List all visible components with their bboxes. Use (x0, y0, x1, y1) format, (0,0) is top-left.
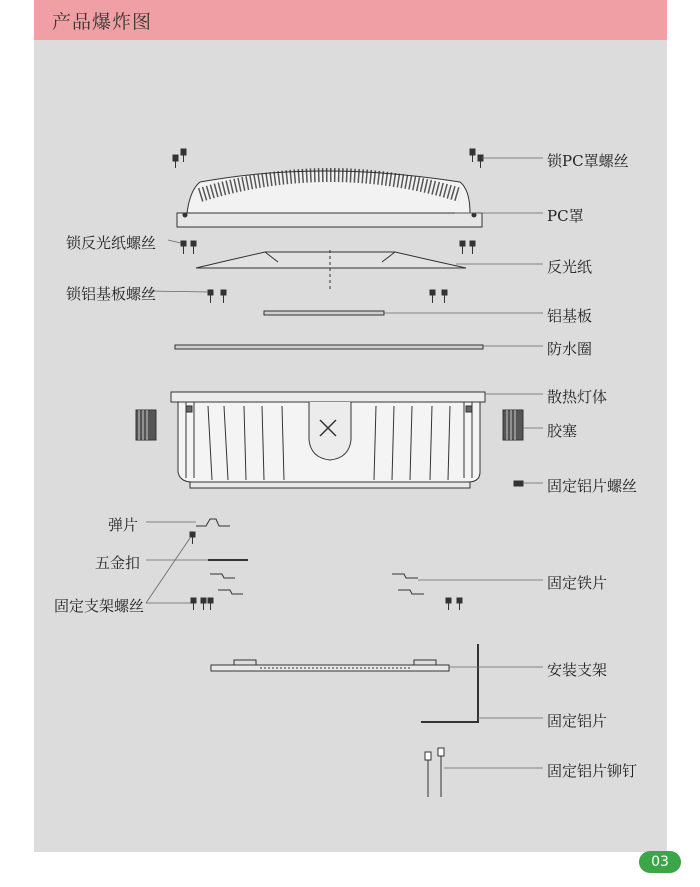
aluminum-board (264, 311, 384, 315)
label-heatsink-body: 散热灯体 (547, 388, 608, 406)
page-title: 产品爆炸图 (52, 11, 153, 33)
label-reflector: 反光纸 (547, 258, 593, 276)
pc-cover-screws (173, 149, 483, 168)
label-waterproof-ring: 防水圈 (547, 340, 593, 358)
label-spring-clip: 弹片 (108, 516, 139, 534)
iron-plates-left (210, 574, 243, 594)
aluminum-rivets (425, 748, 444, 797)
label-aluminum-board: 铝基板 (547, 307, 593, 325)
pc-cover (177, 171, 482, 227)
bracket-screws-left (190, 532, 213, 610)
label-aluminum-rivets: 固定铝片铆钉 (547, 762, 638, 780)
label-pc-cover: PC罩 (547, 207, 584, 225)
label-aluminum-board-screws: 锁铝基板螺丝 (66, 285, 157, 303)
aluminum-plate-screw (514, 481, 523, 486)
label-bracket-screws: 固定支架螺丝 (54, 597, 145, 615)
label-iron-plate: 固定铁片 (547, 574, 608, 592)
label-pc-cover-screws: 锁PC罩螺丝 (547, 152, 629, 170)
label-mounting-bracket: 安装支架 (547, 661, 608, 679)
label-rubber-plug: 胶塞 (547, 422, 578, 440)
bracket-screws-right (446, 598, 462, 610)
page-number-badge: 03 (639, 851, 681, 873)
label-reflector-screws: 锁反光纸螺丝 (66, 234, 157, 252)
iron-plates-right (392, 574, 424, 594)
l-aluminum-plate (421, 644, 478, 722)
label-hardware-buckle: 五金扣 (95, 554, 141, 572)
aluminum-board-screws (208, 290, 447, 303)
mounting-bracket (211, 660, 449, 671)
reflector (196, 250, 466, 290)
label-aluminum-plate: 固定铝片 (547, 712, 608, 730)
spring-clip (196, 519, 230, 526)
waterproof-ring (175, 345, 483, 349)
label-aluminum-plate-screws: 固定铝片螺丝 (547, 477, 638, 495)
heatsink-body (171, 392, 485, 488)
